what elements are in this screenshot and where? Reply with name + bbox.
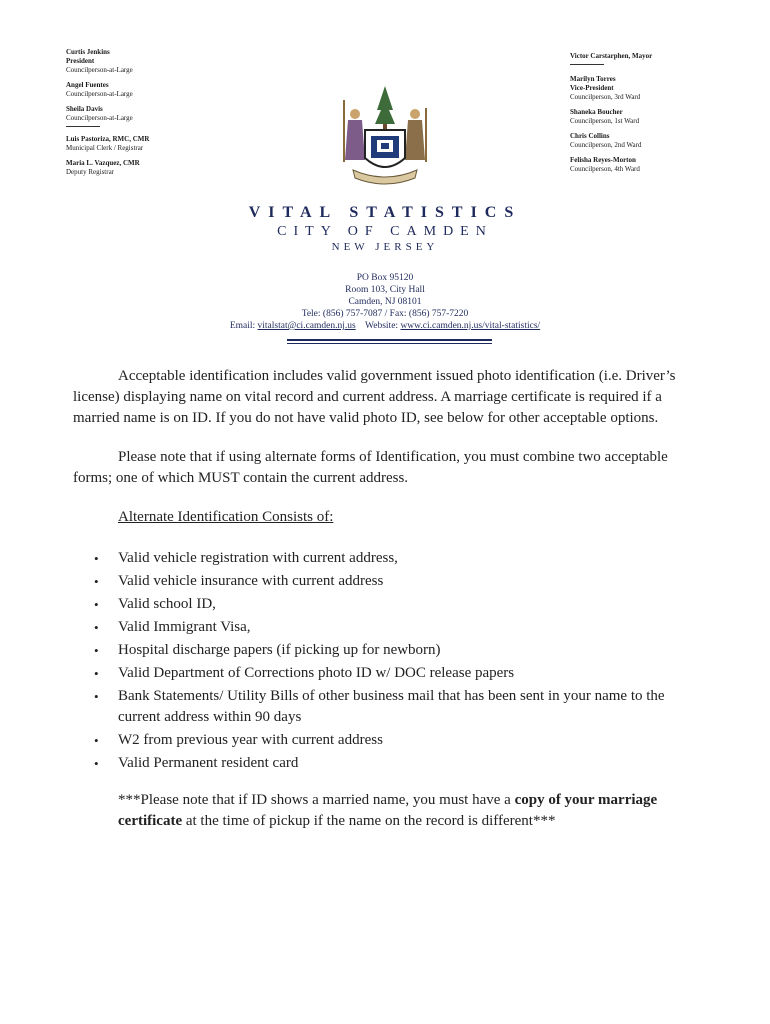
official-name: Sheila Davis: [66, 105, 103, 113]
mayor-name: Victor Carstarphen, Mayor: [570, 52, 653, 60]
official-name: Chris Collins: [570, 132, 610, 140]
marriage-certificate-note: [118, 790, 703, 832]
official-name: Shaneka Boucher: [570, 108, 623, 116]
official-title: Vice-President: [570, 84, 614, 92]
header-rule: [287, 339, 492, 341]
website-link[interactable]: www.ci.camden.nj.us/vital-statistics/: [400, 321, 541, 331]
letterhead-right: [570, 52, 720, 180]
official-name: Curtis Jenkins: [66, 48, 110, 56]
divider: [66, 126, 100, 127]
letterhead-entry: [66, 135, 236, 153]
note-text-end: at the time of pickup if the name on the record is different***: [182, 813, 556, 829]
official-name: Maria L. Vazquez, CMR: [66, 159, 140, 167]
official-title: President: [66, 57, 95, 65]
state-name: NEW JERSEY: [331, 241, 439, 253]
official-role: Councilperson, 2nd Ward: [570, 141, 642, 149]
city-seal-logo: [335, 80, 435, 190]
letterhead-entry: [570, 108, 720, 126]
list-item: • Valid Immigrant Visa,: [118, 617, 703, 638]
official-role: Councilperson, 4th Ward: [570, 165, 640, 173]
email-label: Email:: [229, 321, 256, 331]
list-item: • Bank Statements/ Utility Bills of other business mail that has been sent in your name to the current address within 90 days: [118, 686, 703, 728]
document-body: [73, 366, 703, 832]
letterhead-entry: [66, 81, 236, 99]
list-item: • Valid Permanent resident card: [118, 753, 703, 774]
letterhead-entry: [66, 105, 236, 123]
alternate-note-paragraph: Please note that if using alternate forms of Identification, you must combine two acceptable forms; one of which MUST contain the current address.: [73, 449, 668, 486]
contact-line: [0, 320, 770, 332]
note-emphasis: copy of your marriage certificate: [118, 792, 658, 829]
official-role: Deputy Registrar: [66, 168, 115, 176]
department-title: VITAL STATISTICS: [248, 204, 522, 221]
divider: [570, 64, 604, 65]
official-role: Councilperson-at-Large: [66, 66, 133, 74]
letterhead-entry: [570, 132, 720, 150]
list-item: • Valid vehicle insurance with current address: [118, 571, 703, 592]
letterhead-entry: [66, 159, 236, 177]
official-name: Luis Pastoriza, RMC, CMR: [66, 135, 150, 143]
alternate-id-heading: Alternate Identification Consists of:: [118, 509, 334, 525]
website-label: Website:: [365, 321, 399, 331]
official-role: Municipal Clerk / Registrar: [66, 144, 144, 152]
phone-fax: Tele: (856) 757-7087 / Fax: (856) 757-7220: [301, 309, 469, 319]
list-item: • Valid Department of Corrections photo ID w/ DOC release papers: [118, 663, 703, 684]
header-rule: [287, 343, 492, 344]
official-role: Councilperson-at-Large: [66, 114, 133, 122]
list-item: • Valid vehicle registration with current address,: [118, 548, 703, 569]
list-item: • W2 from previous year with current address: [118, 730, 703, 751]
letterhead-left: [66, 48, 236, 183]
address-block: [0, 272, 770, 332]
letterhead-entry: [570, 156, 720, 174]
list-item: • Valid school ID,: [118, 594, 703, 615]
intro-paragraph: Acceptable identification includes valid government issued photo identification (i.e. Driver’s license) displaying name on vital record and current address. A marriage certificate is required if a married name is on ID. If you do not have valid photo ID, see below for other acceptable options.: [73, 368, 676, 426]
alternate-id-list: [73, 548, 703, 774]
official-role: Councilperson, 1st Ward: [570, 117, 640, 125]
letterhead-entry: [570, 75, 720, 102]
po-box: PO Box 95120: [356, 273, 414, 283]
official-role: Councilperson-at-Large: [66, 90, 133, 98]
official-name: Felisha Reyes-Morton: [570, 156, 636, 164]
official-name: Marilyn Torres: [570, 75, 616, 83]
city-line: Camden, NJ 08101: [348, 297, 422, 307]
room: Room 103, City Hall: [345, 285, 425, 295]
list-item: • Hospital discharge papers (if picking up for newborn): [118, 640, 703, 661]
email-link[interactable]: vitalstat@ci.camden.nj.us: [257, 321, 356, 331]
letterhead-entry: [66, 48, 236, 75]
note-text: ***Please note that if ID shows a married name, you must have a: [118, 792, 515, 808]
city-name: CITY OF CAMDEN: [277, 224, 493, 239]
official-name: Angel Fuentes: [66, 81, 109, 89]
official-role: Councilperson, 3rd Ward: [570, 93, 641, 101]
